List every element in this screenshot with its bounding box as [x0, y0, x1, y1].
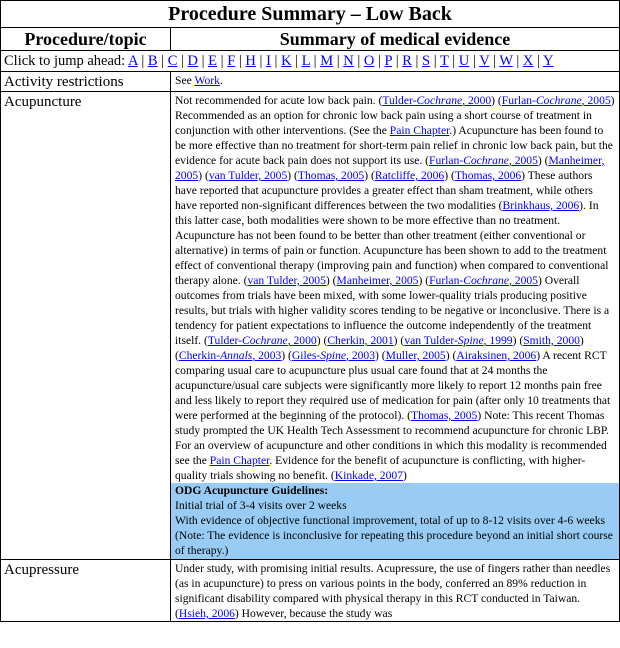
- acupuncture-text-segment: ) (: [491, 94, 502, 107]
- acupuncture-citation-link[interactable]: Tulder-Cochrane: [207, 334, 288, 347]
- jump-separator: |: [177, 53, 188, 69]
- jump-separator: |: [291, 53, 302, 69]
- jump-nav: [1, 51, 620, 72]
- acupuncture-citation-link[interactable]: Tulder-Cochrane: [382, 94, 463, 107]
- acupuncture-citation-link[interactable]: Furlan-Cochrane: [429, 154, 509, 167]
- acupuncture-citation-link[interactable]: Ratcliffe, 2006: [374, 169, 445, 182]
- jump-separator: |: [270, 53, 282, 69]
- acupuncture-text-segment: ) (: [287, 169, 298, 182]
- topic-acupressure: Acupressure: [1, 560, 171, 622]
- jump-separator: |: [469, 53, 480, 69]
- jump-link-m[interactable]: M: [320, 53, 334, 69]
- acupuncture-text-segment: ) (: [316, 334, 328, 347]
- acupuncture-citation-link[interactable]: , 2005: [581, 94, 611, 107]
- row-acupressure: [1, 560, 620, 622]
- summary-activity-restrictions: [171, 72, 620, 92]
- summary-acupuncture: [171, 92, 620, 560]
- acupuncture-citation-link[interactable]: , 1999: [483, 334, 513, 347]
- acupuncture-citation-link[interactable]: Furlan-Cochrane: [501, 94, 582, 107]
- jump-separator: |: [310, 53, 321, 69]
- col-header-summary: Summary of medical evidence: [171, 28, 620, 51]
- acupuncture-text-segment: .) Acupuncture has been found to be more effective than no treatment for short-term pain relief in chronic low back pain, but the evidence for acute back pain does not support its use. (: [175, 124, 613, 167]
- acupuncture-citation-link[interactable]: Pain Chapter: [209, 454, 270, 467]
- acupuncture-citation-link[interactable]: Manheimer, 2005: [175, 154, 605, 182]
- acupuncture-citation-link[interactable]: Furlan-Cochrane: [429, 274, 509, 287]
- jump-link-v[interactable]: V: [479, 53, 490, 69]
- acupuncture-text-segment: ) (: [281, 349, 292, 362]
- summary-acupressure: [171, 560, 620, 622]
- acupuncture-citation-link[interactable]: Cherkin, 2001: [327, 334, 394, 347]
- jump-separator: |: [533, 53, 544, 69]
- jump-link-n[interactable]: N: [343, 53, 354, 69]
- acupuncture-citation-link[interactable]: Thomas, 2005: [297, 169, 365, 182]
- acupuncture-text-segment: ) (: [198, 169, 209, 182]
- jump-separator: |: [235, 53, 246, 69]
- acupuncture-citation-link[interactable]: van Tulder, 2005: [208, 169, 288, 182]
- acupuncture-citation-link[interactable]: Kinkade, 2007: [334, 469, 403, 482]
- jump-separator: |: [448, 53, 459, 69]
- acupuncture-citation-link[interactable]: , 2005: [508, 274, 538, 287]
- jump-letter-links: [128, 53, 553, 69]
- topic-activity-restrictions: Activity restrictions: [1, 72, 171, 92]
- acupuncture-citation-link[interactable]: , 2005: [508, 154, 538, 167]
- jump-link-o[interactable]: O: [363, 53, 375, 69]
- header-row: [1, 28, 620, 51]
- title-row: [1, 1, 620, 28]
- period-text: .: [219, 74, 223, 87]
- jump-separator: |: [489, 53, 500, 69]
- jump-link-b[interactable]: B: [147, 53, 158, 69]
- acupressure-text-segment: Under study, with promising initial results. Acupressure, the use of fingers rather than needles (as in acupuncture) to press on various points in the body, conferred an 89% reduction in significant disability compared with physical therapy in this RCT conducted in Taiwan. (: [175, 562, 611, 620]
- jump-separator: |: [137, 53, 148, 69]
- acupuncture-evidence-text: [175, 93, 615, 483]
- acupressure-text-segment: ) However, because the study was: [234, 607, 393, 620]
- acupuncture-citation-link[interactable]: , 2000: [287, 334, 317, 347]
- acupuncture-text-segment: ) Recommended as an option for chronic low back pain using a short course of treatment in conjunction with other interventions. (See the: [175, 94, 615, 137]
- jump-separator: |: [198, 53, 209, 69]
- acupuncture-text-segment: Not recommended for acute low back pain. (: [175, 94, 383, 107]
- jump-link-d[interactable]: D: [187, 53, 199, 69]
- acupuncture-citation-link[interactable]: Pain Chapter: [389, 124, 450, 137]
- acupuncture-text-segment: ) (: [512, 334, 524, 347]
- acupuncture-citation-link[interactable]: Thomas, 2005: [410, 409, 478, 422]
- acupuncture-text-segment: ) Note: This recent Thomas study prompted the UK Health Tech Assessment to recommend acupuncture for chronic LBP. For an overview of acupuncture and other conditions in which this modality is recommended see the: [175, 409, 609, 467]
- acupuncture-citation-link[interactable]: Muller, 2005: [385, 349, 446, 362]
- jump-link-k[interactable]: K: [281, 53, 292, 69]
- guidelines-initial-trial: Initial trial of 3-4 visits over 2 weeks: [175, 499, 347, 512]
- jump-link-p[interactable]: P: [384, 53, 393, 69]
- page-title: Procedure Summary – Low Back: [1, 1, 620, 28]
- jump-link-r[interactable]: R: [402, 53, 412, 69]
- acupuncture-text-segment: ) (: [364, 169, 375, 182]
- acupuncture-citation-link[interactable]: Airaksinen, 2006: [456, 349, 537, 362]
- jump-separator: |: [217, 53, 228, 69]
- jump-link-i[interactable]: I: [266, 53, 271, 69]
- jump-link-y[interactable]: Y: [543, 53, 554, 69]
- jump-link-c[interactable]: C: [167, 53, 178, 69]
- acupuncture-text-segment: ) (: [325, 274, 337, 287]
- jump-row: [1, 51, 620, 72]
- acupuncture-text-segment: . Evidence for the benefit of acupuncture is conflicting, with higher-quality trials showing no benefit. (: [175, 454, 586, 482]
- jump-link-s[interactable]: S: [422, 53, 431, 69]
- acupuncture-text-segment: ) (: [537, 154, 549, 167]
- jump-separator: |: [255, 53, 267, 69]
- row-activity-restrictions: [1, 72, 620, 92]
- guidelines-functional-improvement: With evidence of objective functional improvement, total of up to 8-12 visits over 4-6 weeks (Note: The evidence is inconclusive for repeating this procedure beyond an initial short course of therapy.): [175, 514, 613, 557]
- acupuncture-citation-link[interactable]: Manheimer, 2005: [336, 274, 419, 287]
- jump-separator: |: [374, 53, 385, 69]
- acupuncture-text-segment: ) (: [444, 169, 455, 182]
- acupressure-evidence-text: [175, 561, 615, 621]
- jump-link-e[interactable]: E: [208, 53, 218, 69]
- topic-acupuncture: Acupuncture: [1, 92, 171, 560]
- acupuncture-text-segment: ) (: [375, 349, 386, 362]
- row-acupuncture: [1, 92, 620, 560]
- jump-link-l[interactable]: L: [301, 53, 311, 69]
- acupuncture-citation-link[interactable]: Giles-Spine: [291, 349, 347, 362]
- acupuncture-text-segment: ): [402, 469, 407, 482]
- acupuncture-citation-link[interactable]: Cherkin-Annals: [178, 349, 253, 362]
- acupuncture-citation-link[interactable]: van Tulder, 2005: [247, 274, 326, 287]
- jump-link-a[interactable]: A: [128, 53, 138, 69]
- col-header-procedure: Procedure/topic: [1, 28, 171, 51]
- guidelines-title: ODG Acupuncture Guidelines:: [175, 484, 329, 497]
- jump-link-u[interactable]: U: [458, 53, 470, 69]
- acupuncture-citation-link[interactable]: Smith, 2000: [523, 334, 580, 347]
- acupuncture-guidelines-box: [171, 483, 619, 559]
- acupuncture-text-segment: ) (: [175, 334, 584, 362]
- jump-label: Click to jump ahead:: [4, 53, 126, 69]
- acupuncture-text-segment: ) (: [445, 349, 457, 362]
- jump-separator: |: [411, 53, 423, 69]
- acupuncture-text-segment: ) (: [393, 334, 405, 347]
- jump-separator: |: [333, 53, 344, 69]
- jump-separator: |: [392, 53, 403, 69]
- jump-link-w[interactable]: W: [499, 53, 513, 69]
- acupuncture-text-segment: ). In this latter case, both modalities were shown to be more effective than no treatment. Acupuncture has not been found to be better than other treatment (either conventional or alternative) in terms of pain or function. Acupuncture has been shown to add to the treatment effect of conventional therapy (improving pain and function) when compared to conventional therapy alone. (: [175, 199, 609, 287]
- acupuncture-citation-link[interactable]: , 2003: [252, 349, 282, 362]
- jump-separator: |: [157, 53, 168, 69]
- jump-separator: |: [512, 53, 523, 69]
- acupuncture-citation-link[interactable]: , 2000: [462, 94, 492, 107]
- jump-link-f[interactable]: F: [227, 53, 236, 69]
- jump-link-x[interactable]: X: [522, 53, 534, 69]
- jump-link-h[interactable]: H: [245, 53, 256, 69]
- acupuncture-text-segment: ) A recent RCT comparing usual care to acupuncture plus usual care found that at 24 months the acupuncture/usual care subjects were significantly more likely to report 12 months pain free and less likely to report they required use of medication for pain (after only 10 treatments that were performed at the beginning of the protocol). (: [175, 349, 611, 422]
- work-link[interactable]: Work: [194, 74, 220, 87]
- acupuncture-citation-link[interactable]: , 2003: [346, 349, 376, 362]
- acupuncture-text-segment: ) These authors have reported that acupuncture provides a greater effect than sham treatment, while others have reported non-significant differences between the two modalities (: [175, 169, 593, 212]
- acupressure-citation-link[interactable]: Hsieh, 2006: [178, 607, 235, 620]
- acupuncture-text-segment: ) (: [418, 274, 430, 287]
- acupuncture-citation-link[interactable]: Thomas, 2006: [454, 169, 522, 182]
- jump-link-t[interactable]: T: [440, 53, 449, 69]
- acupuncture-citation-link[interactable]: Brinkhaus, 2006: [502, 199, 580, 212]
- jump-separator: |: [353, 53, 364, 69]
- acupuncture-citation-link[interactable]: van Tulder-Spine: [404, 334, 484, 347]
- acupuncture-text-segment: ) Overall outcomes from trials have been mixed, with some lower-quality trials producing positive results, but trials with higher validity scores tending to be negative or inconclusive. There is a tendency for patient expectations to influence the outcome independently of the treatment itself. (: [175, 274, 610, 347]
- jump-separator: |: [430, 53, 441, 69]
- see-text: See: [175, 74, 192, 87]
